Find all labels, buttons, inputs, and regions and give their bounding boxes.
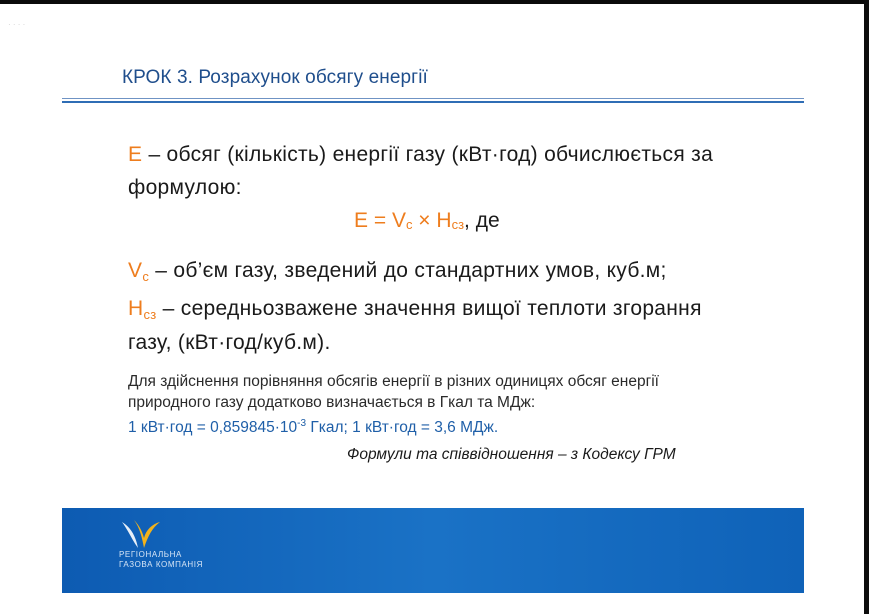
volume-symbol: V: [128, 259, 143, 282]
scan-mark: · · · ·: [8, 20, 26, 29]
heat-definition: [128, 293, 736, 359]
scan-right-edge: [864, 0, 869, 614]
title-rule-thick: [62, 101, 804, 103]
definition-text: – обсяг (кількість) енергії газу (кВт·год) обчислюється за формулою:: [128, 143, 714, 199]
conversion-part1: 1 кВт·год = 0,859845·10: [128, 419, 298, 436]
formula-times: ×: [412, 209, 437, 232]
logo-line-2: ГАЗОВА КОМПАНІЯ: [119, 560, 203, 569]
scan-top-edge: [0, 0, 869, 4]
conversion-part2: Гкал; 1 кВт·год = 3,6 МДж.: [306, 419, 499, 436]
slide-title: КРОК 3. Розрахунок обсягу енергії: [122, 67, 428, 88]
source-note: Формули та співвідношення – з Кодексу ГРМ: [347, 446, 676, 463]
heat-text: – середньозважене значення вищої теплоти згорання газу, (кВт·год/куб.м).: [128, 297, 702, 354]
definition-paragraph: [128, 138, 768, 204]
company-logo-text: [119, 550, 203, 570]
logo-line-1: РЕГІОНАЛЬНА: [119, 550, 182, 559]
formula-h: Н: [436, 209, 452, 232]
conversion-exponent: -3: [297, 418, 307, 429]
conversion-line: [128, 419, 498, 437]
comparison-note: Для здійснення порівняння обсягів енергії в різних одиницях обсяг енергії природного газу додатково визначається в Гкал та МДж:: [128, 373, 659, 411]
formula-tail: , де: [464, 209, 500, 232]
formula-v: V: [391, 209, 406, 232]
formula-eq: =: [368, 209, 392, 232]
footer-band: [62, 508, 804, 593]
volume-definition: [128, 259, 667, 283]
volume-text: – об’єм газу, зведений до стандартних умов, куб.м;: [149, 259, 667, 282]
heat-symbol-sub: сз: [143, 307, 157, 322]
formula-v-sub: с: [405, 217, 413, 232]
heat-symbol: Н: [128, 297, 144, 320]
energy-symbol: Е: [128, 143, 143, 166]
energy-formula: [354, 209, 500, 233]
company-logo-icon: [118, 516, 162, 552]
formula-h-sub: сз: [451, 217, 465, 232]
volume-symbol-sub: с: [142, 269, 150, 284]
formula-lhs: Е: [354, 209, 369, 232]
title-rule-thin: [62, 98, 804, 99]
